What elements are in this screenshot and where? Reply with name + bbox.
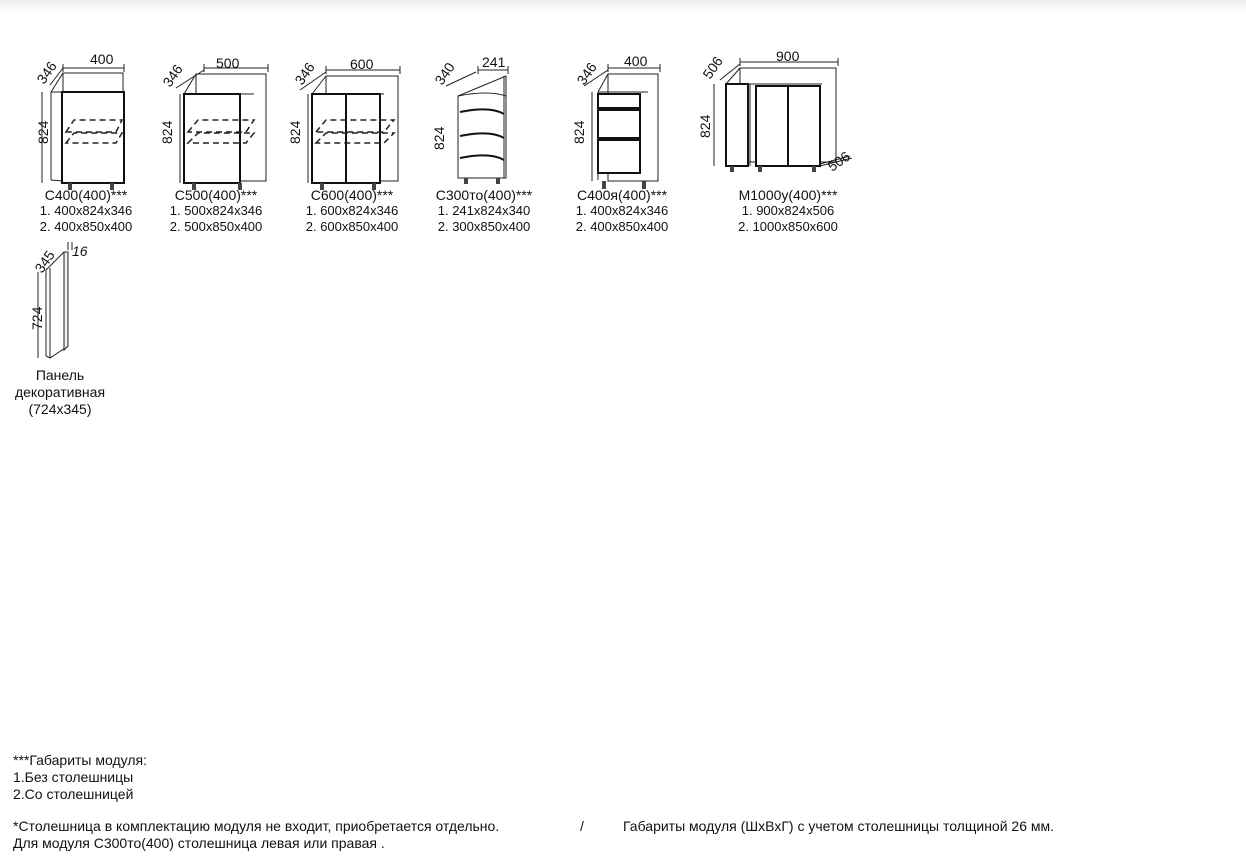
cabinet-single-door-icon xyxy=(154,50,264,190)
dim-width: 600 xyxy=(350,56,374,72)
notes-item-1: 1.Без столешницы xyxy=(13,769,134,785)
module-name: С400я(400)*** xyxy=(576,187,668,203)
dim-depth: 506 xyxy=(699,53,726,82)
dim-thickness: 16 xyxy=(72,243,88,259)
module-size-2: 2. 400х850х400 xyxy=(39,219,133,234)
module-size-1: 1. 900х824х506 xyxy=(741,203,835,218)
module-c400ya-caption xyxy=(566,187,678,235)
dim-width: 400 xyxy=(90,51,114,67)
module-c500-drawing xyxy=(154,50,264,190)
module-c400ya-drawing xyxy=(570,50,670,190)
module-c400-caption xyxy=(30,187,142,235)
panel-caption-line-2: декоративная xyxy=(14,384,106,400)
module-m1000u-caption xyxy=(722,187,854,235)
footer-separator: / xyxy=(580,818,584,834)
dim-height: 824 xyxy=(431,126,447,150)
dim-width: 500 xyxy=(216,55,240,71)
module-size-1: 1. 500х824х346 xyxy=(169,203,263,218)
dim-depth: 346 xyxy=(573,59,600,88)
module-size-1: 1. 400х824х346 xyxy=(575,203,669,218)
module-name: С500(400)*** xyxy=(174,187,258,203)
module-size-1: 1. 241х824х340 xyxy=(437,203,531,218)
top-shadow-bar xyxy=(0,0,1246,12)
module-name: С300то(400)*** xyxy=(435,187,533,203)
cabinet-drawers-icon xyxy=(570,50,670,190)
dim-height: 824 xyxy=(159,120,175,144)
notes-item-2: 2.Со столешницей xyxy=(13,786,134,802)
decorative-panel-caption xyxy=(4,367,116,418)
dim-height: 824 xyxy=(35,120,51,144)
dim-height: 824 xyxy=(571,120,587,144)
module-name: М1000у(400)*** xyxy=(738,187,838,203)
panel-caption-line-1: Панель xyxy=(35,367,85,383)
dim-depth: 346 xyxy=(291,59,318,88)
decorative-panel-icon xyxy=(28,240,98,365)
module-name: С600(400)*** xyxy=(310,187,394,203)
module-name: С400(400)*** xyxy=(44,187,128,203)
footer-right: Габариты модуля (ШхВхГ) с учетом столешницы толщиной 26 мм. xyxy=(623,818,1055,834)
module-size-1: 1. 600х824х346 xyxy=(305,203,399,218)
module-c300to-caption xyxy=(424,187,544,235)
module-size-2: 2. 1000х850х600 xyxy=(738,219,838,234)
decorative-panel-drawing xyxy=(28,240,98,365)
cabinet-double-door-icon xyxy=(286,50,406,190)
module-c600-caption xyxy=(296,187,408,235)
footer-line-2: Для модуля С300то(400) столешница левая или правая . xyxy=(13,835,385,851)
module-c300to-drawing xyxy=(428,50,528,190)
footer-line-1: *Столешница в комплектацию модуля не входит, приобретается отдельно. xyxy=(13,818,500,834)
module-size-1: 1. 400х824х346 xyxy=(39,203,133,218)
dim-width: 900 xyxy=(776,48,800,64)
dim-depth: 346 xyxy=(33,58,60,87)
dim-width: 400 xyxy=(624,53,648,69)
dim-width: 241 xyxy=(482,54,506,70)
dim-height: 824 xyxy=(287,120,303,144)
module-c500-caption xyxy=(160,187,272,235)
cabinet-single-door-icon xyxy=(30,50,140,190)
dim-depth: 345 xyxy=(31,247,58,276)
dim-height: 724 xyxy=(29,306,45,330)
panel-caption-line-3: (724х345) xyxy=(28,401,92,417)
dim-height: 824 xyxy=(697,114,713,138)
module-size-2: 2. 400х850х400 xyxy=(575,219,669,234)
module-c400-drawing xyxy=(30,50,140,190)
module-c600-drawing xyxy=(286,50,406,190)
dim-depth: 340 xyxy=(431,59,458,88)
module-size-2: 2. 600х850х400 xyxy=(305,219,399,234)
corner-cabinet-icon xyxy=(697,46,860,190)
dimension-notes xyxy=(13,752,147,803)
dim-side: 506 xyxy=(824,147,853,175)
dim-depth: 346 xyxy=(159,61,186,90)
module-m1000u-drawing xyxy=(697,46,860,190)
module-size-2: 2. 300х850х400 xyxy=(437,219,531,234)
module-size-2: 2. 500х850х400 xyxy=(169,219,263,234)
notes-title: ***Габариты модуля: xyxy=(13,752,147,768)
open-shelf-end-icon xyxy=(428,50,528,190)
